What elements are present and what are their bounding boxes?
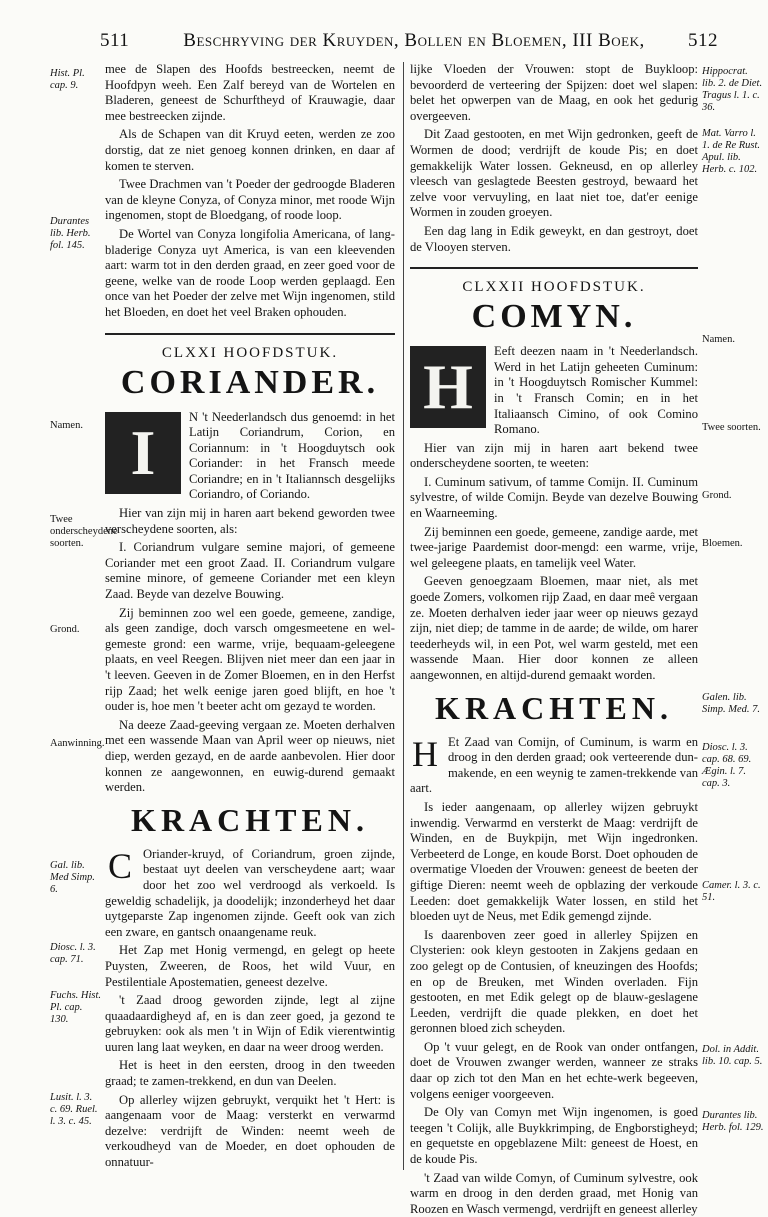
chapter-title: COMYN. xyxy=(471,298,637,336)
margin-note: Namen. xyxy=(50,420,83,431)
page-number-right: 512 xyxy=(688,30,718,51)
column-divider xyxy=(403,62,404,1170)
page-number-left: 511 xyxy=(100,30,130,51)
paragraph: De Wortel van Conyza longifolia Americana, of lang-bladerige Conyza uyt America, is van een kleevenden aart: warm tot in den derden graad, en zeer goed voor de geene, welke van de roode Loop werden geplaagd. Een once van het Poeder der zelve met Wijn ingenomen, stild het Bloeden, en doet het veel Braken ophouden. xyxy=(105,226,395,319)
chapter-title: CORIANDER. xyxy=(120,363,380,401)
margin-note: Diosc. l. 3. cap. 68. 69. Ægin. l. 7. cap. 3. xyxy=(702,742,752,789)
margin-note: Dol. in Addit. lib. 10. cap. 5. xyxy=(702,1044,763,1067)
paragraph: Op 't vuur gelegt, en de Rook van onder ontfangen, doet de Vrouwen zwanger werden, wanneer ze straks daar op zich tot den Man en het echte-werk begeeven, volgens eeniger voorgeeven. xyxy=(410,1039,698,1101)
paragraph: Is ieder aangenaam, op allerley wijzen gebruykt inwendig. Verwarmd en versterkt de Maag: verdrijft de Winden, en de Buykpijn, met Wijn ingedronken. Verbeeterd de Longe, en koude Borst. Doet ophouden de overmatige Vloeden der Vrouwen: geneest de beeten der giftige Dieren: neemt weeh de opblazing der verkoude Leeden: doet gemakkelijk Water lossen, en stild het bloeden uyt de Neus, met Edik gemengd zijnde. xyxy=(410,799,698,924)
margin-note: Camer. l. 3. c. 51. xyxy=(702,880,761,903)
decorated-initial: H xyxy=(410,346,486,428)
margin-note: Twee soorten. xyxy=(702,422,761,433)
paragraph: Het Zap met Honig vermengd, en gelegt op heete Puysten, Zweeren, de Roos, het wild Vuur, en Pestilentiale Apostematien, geneest dezelve. xyxy=(105,943,395,989)
paragraph: Eeft deezen naam in 't Neederlandsch. Werd in het Latijn geheeten Cuminum: in 't Hoogduytsch Romischer Kummel: in 't Fransch Comin; en in het Italiaansch Cimino, of ook Comino Romano. xyxy=(494,344,698,437)
paragraph: Het is heet in den eersten, droog in den tweeden graad; te zamen-trekkend, en dun van Deelen. xyxy=(105,1058,395,1089)
paragraph: Dit Zaad gestooten, en met Wijn gedronken, geeft de Wormen de dood; verdrijft de koude Pis; en doet gemakkelijk Water lossen. Gekneusd, en op allerley vleesch van geslagtede Beesten gestroyd, bewaard het zelve voor vervuyling, en laat niet toe, dat'er eenige Wormen in zouden groeyen. xyxy=(410,127,698,220)
initial-letter: H xyxy=(412,733,438,774)
paragraph: Zij beminnen zoo wel een goede, gemeene, zandige, als geen zandige, doch varsch omgesmeetene en wel-gemeste grond: een warme, vrije, bequaam-geleegene plaats, en veel Reegen. Blijven niet meer dan een jaar in 't leeven. Geeven in de Zomer Bloemen, en in den Herfst rijp Zaad; het welk eenige jaren goed blijft, en hoe 't ouder is, hoe men 't beeter acht om gezayd te worden. xyxy=(105,605,395,714)
margin-note: Diosc. l. 3. cap. 71. xyxy=(50,942,96,965)
section-title: KRACHTEN. xyxy=(131,801,369,838)
margin-note: Lusit. l. 3. c. 69. Ruel. l. 3. c. 45. xyxy=(50,1092,98,1127)
initial-letter: C xyxy=(107,845,132,886)
paragraph: Op allerley wijzen gebruykt, verquikt het 't Hert: is aangenaam voor de Maag: versterkt en verwarmd dezelve: verdrijft de Winden: neemt weeh de verkoudheyd van de Moeder, en doet ophouden de onnatuur- xyxy=(105,1092,395,1170)
paragraph: 't Zaad van wilde Comyn, of Cuminum sylvestre, ook warm en droog in den derden graad, met Honig van Roozen en Wasch vermengd, verdrijft en geneest allerley xyxy=(410,1170,698,1216)
page-header xyxy=(60,30,728,56)
margin-note: Hippocrat. lib. 2. de Diet. Tragus l. 1. c. 36. xyxy=(702,66,763,113)
margin-note: Mat. Varro l. 1. de Re Rust. Apul. lib. Herb. c. 102. xyxy=(702,128,761,175)
margin-note: Durantes lib. Herb. fol. 129. xyxy=(702,1110,764,1133)
paragraph: Hier van zijn mij in haren aart bekend twee onderscheydene soorten, te weeten: xyxy=(410,440,698,471)
paragraph: Et Zaad van Comijn, of Cuminum, is warm en droog in den derden graad; ook verteerende dun-makende, en een weynig te zamen-trekkende van aart. xyxy=(410,734,698,796)
paragraph: Na deeze Zaad-geeving vergaan ze. Moeten derhalven met een wassende Maan van April weer op nieuws, niet diep, werden gezayd, en de aarde aanbevolen. Hier door konnen ze aangewonnen, en euwig-durend gemaakt werden. xyxy=(105,717,395,795)
section-rule xyxy=(410,267,698,269)
margin-note: Gal. lib. Med Simp. 6. xyxy=(50,860,95,895)
paragraph: Geeven genoegzaam Bloemen, maar niet, als met goede Zomers, volkomen rijp Zaad, en daar meê vergaan ze. Moeten derhalven ieder jaar weer op nieuws gezayd zijn, niet diep; de tamme in de aarde; de wilde, om harer teederheyds wil, in een Pot, wel warm gesteld, met een wassende Maan. Hier door konnen ze alleen aangewonnen, en altijd-durend gemaakt worden. xyxy=(410,574,698,682)
paragraph: Een dag lang in Edik geweykt, en dan gestroyt, doet de Vlooyen sterven. xyxy=(410,223,698,254)
paragraph: I. Cuminum sativum, of tamme Comijn. II. Cuminum sylvestre, of wilde Comijn. Beyde van dezelve Bouwing en Waarneeming. xyxy=(410,474,698,521)
decorated-initial: I xyxy=(105,412,181,494)
paragraph: Als de Schapen van dit Kruyd eeten, werden ze zoo dorstig, dat ze niet genoeg konnen drinken, en daar af komen te sterven. xyxy=(105,127,395,173)
paragraph: Hier van zijn mij in haren aart bekend geworden twee verscheydene soorten, als: xyxy=(105,506,395,536)
paragraph: Oriander-kruyd, of Coriandrum, groen zijnde, bestaat uyt deelen van verscheydene aart; waar door het zoo wel verdroogd als verkoeld. Is geweldig schadelijk, ja doodelijk; inzonderheyd het daar uytgeparste Zap ingenomen zijnde. Geeft ook van zich een zware, en gantsch onaangename reuk. xyxy=(105,846,395,939)
margin-note: Fuchs. Hist. Pl. cap. 130. xyxy=(50,990,102,1025)
section-rule xyxy=(105,333,395,335)
margin-note: Namen. xyxy=(702,334,735,345)
paragraph: Twee Drachmen van 't Poeder der gedroogde Bladeren van de kleyne Conyza, of Conyza minor, met roode Wijn ingenomen, stopt de Bloedgang, of roode loop. xyxy=(105,177,395,223)
paragraph: Zij beminnen een goede, gemeene, zandige aarde, met twee-jarige Paardemist door-mengd: een warme, vrije, wel geleegene plaats, en tamelijk veel Water. xyxy=(410,524,698,570)
margin-note: Hist. Pl. cap. 9. xyxy=(50,68,85,91)
paragraph: De Oly van Comyn met Wijn ingenomen, is goed teegen 't Colijk, alle Buykkrimping, de Engborstigheyd; en gequetste en opgeblazene Milt: geneest de Hoest, en de koude Pis. xyxy=(410,1105,698,1167)
paragraph: I. Coriandrum vulgare semine majori, of gemeene Coriander met een groot Zaad. II. Coriandrum vulgare semine minore, of gemeene Coriander met een kleyn Zaad. Beyde van dezelve Bouwing. xyxy=(105,540,395,602)
margin-note: Aanwinning. xyxy=(50,738,105,749)
margin-note: Galen. lib. Simp. Med. 7. xyxy=(702,692,761,715)
section-title: KRACHTEN. xyxy=(435,689,673,726)
paragraph: N 't Neederlandsch dus genoemd: in het Latijn Coriandrum, Corion, en Coriannum: in 't Hoogduytsch ook Coriander: in het Fransch meede Coriandre; en in 't Italiannsch desgelijks Coriandro, of Coriando. xyxy=(189,409,395,502)
margin-note: Grond. xyxy=(50,624,80,635)
paragraph: 't Zaad droog geworden zijnde, legt al zijne quaadaardigheyd af, en is dan zeer goed, ja gezond te gebruyken: ook als men 't in Wijn of Edik vierentwintig uuren lang laat weyken, en daar na weer droog werden. xyxy=(105,993,395,1054)
left-margin-notes xyxy=(50,62,118,1180)
margin-note: Bloemen. xyxy=(702,538,743,549)
paragraph: mee de Slapen des Hoofds bestreecken, neemt de Hoofdpyn weeh. Een Zalf bereyd van de Wortelen en Bladeren, geneest de Schurftheyd of Krauwagie, daar mee bestreecken zijnde. xyxy=(105,62,395,123)
chapter-heading: CLXXI HOOFDSTUK. xyxy=(161,344,339,361)
margin-note: Durantes lib. Herb. fol. 145. xyxy=(50,216,91,251)
right-column xyxy=(410,62,698,1216)
paragraph: Is daarenboven zeer goed in allerley Spijzen en Clysterien: ook kleyn gestooten in Zakjens gedaan en zoo gelegt op de Contusien, of kneuzingen des Hoofds; en op de Breuken, met Winden overladen. Fijn gestooten, en met Edik gelegt op de blauw-geslagene Leeden, verdrijft die quade plekken, en doet het geronnen bloed zich scheyden. xyxy=(410,927,698,1036)
chapter-heading: CLXXII HOOFDSTUK. xyxy=(462,279,646,296)
margin-note: Grond. xyxy=(702,490,732,501)
paragraph: lijke Vloeden der Vrouwen: stopt de Buykloop: bevoorderd de verteering der Spijzen: doet wel slapen: belet het opwerpen van de Maag, en ook het gedurig overgeeven. xyxy=(410,62,698,123)
margin-note: Twee onderscheydene soorten. xyxy=(50,514,118,549)
running-title: Beschryving der Kruyden, Bollen en Bloemen, III Boek, xyxy=(183,30,645,51)
right-margin-notes xyxy=(702,62,764,1180)
left-column xyxy=(105,62,395,1180)
